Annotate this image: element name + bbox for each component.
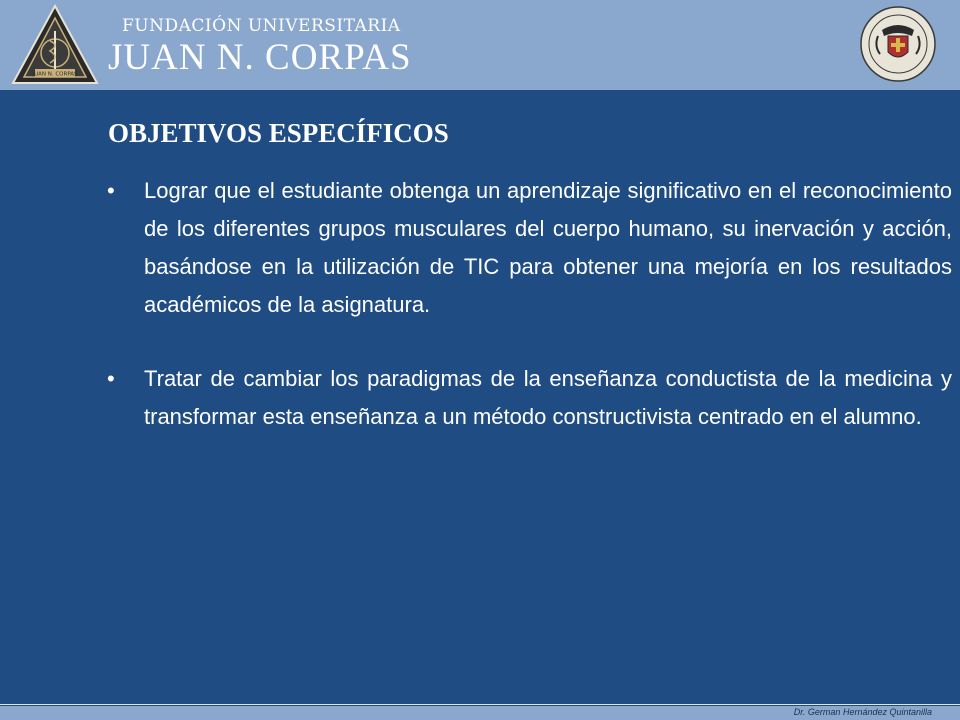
bullet-item (104, 360, 952, 436)
corpas-logo-icon (10, 3, 100, 87)
institution-subtitle: FUNDACIÓN UNIVERSITARIA (122, 16, 401, 36)
logo-text: JUAN N. CORPAS (32, 71, 78, 78)
header-bar (0, 0, 960, 90)
footer-divider (0, 704, 960, 705)
author-credit: Dr. German Hernández Quintanilla (793, 707, 932, 717)
university-seal-icon (860, 6, 936, 82)
bullet-icon: • (107, 366, 115, 391)
bullet-text: Tratar de cambiar los paradigmas de la enseñanza conductista de la medicina y transformar esta enseñanza a un método constructivista centrado en el alumno. (144, 366, 952, 429)
bullet-text: Lograr que el estudiante obtenga un aprendizaje significativo en el reconocimiento de los diferentes grupos musculares del cuerpo humano, su inervación y acción, basándose en la utilización de TIC para obtener una mejoría en los resultados académicos de la asignatura. (144, 178, 952, 317)
bullet-list (104, 172, 952, 472)
bullet-icon: • (107, 178, 115, 203)
institution-name: JUAN N. CORPAS (108, 37, 412, 78)
bullet-item (104, 172, 952, 324)
slide-title: OBJETIVOS ESPECÍFICOS (108, 118, 449, 148)
